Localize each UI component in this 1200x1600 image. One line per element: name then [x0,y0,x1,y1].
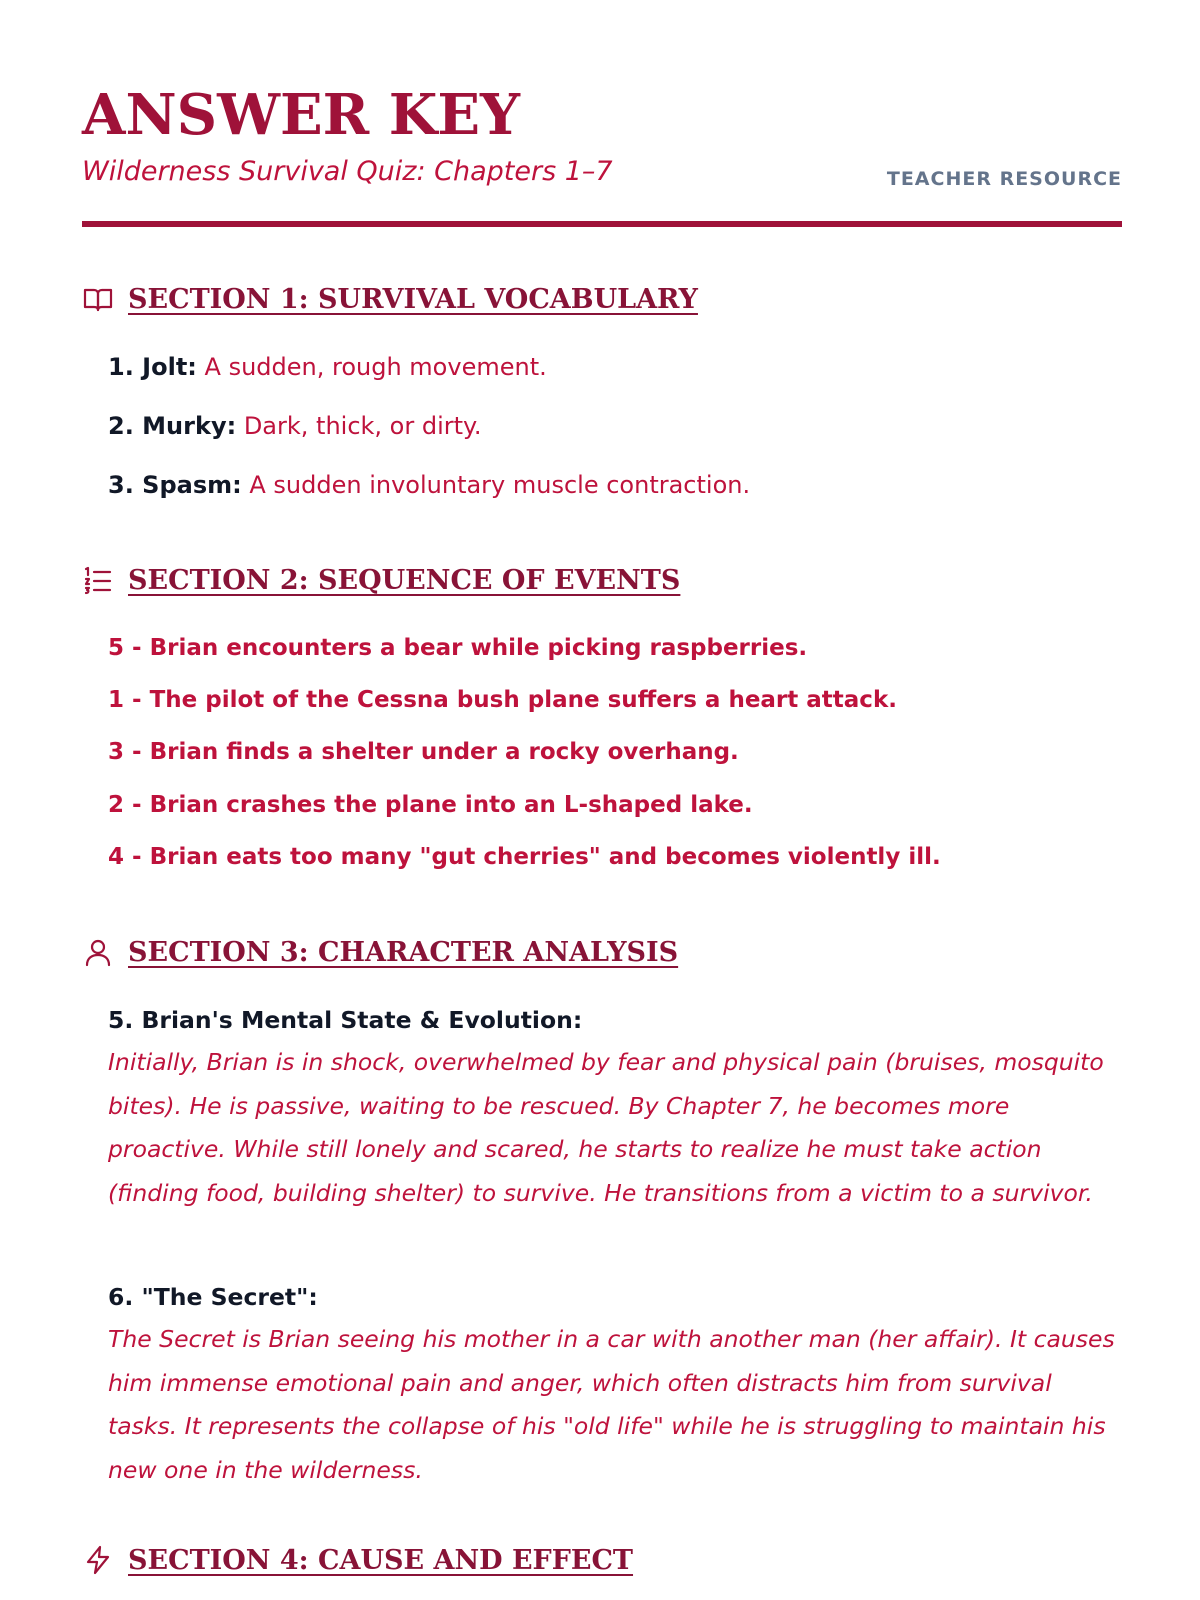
teacher-resource-tag: TEACHER RESOURCE [886,168,1122,190]
vocab-definition: A sudden, rough movement. [204,353,547,381]
vocab-definition: A sudden involuntary muscle contraction. [249,471,751,499]
section-4-title: SECTION 4: CAUSE AND EFFECT [128,1544,634,1576]
sequence-item: 5 - Brian encounters a bear while picking raspberries. [108,635,808,661]
page-subtitle: Wilderness Survival Quiz: Chapters 1–7 [82,156,613,187]
section-3-title: SECTION 3: CHARACTER ANALYSIS [128,936,679,968]
vocab-item [108,408,481,444]
section-4-heading [82,1540,633,1580]
question-answer: The Secret is Brian seeing his mother in a car with another man (her affair). It causes him immense emotional pain and anger, which often distracts him from survival tasks. It represents the collapse of his "old life" while he is struggling to maintain his new one in the wilderness. [108,1325,1115,1484]
section-3-heading [82,932,678,972]
analysis-question [108,1003,1118,1215]
section-2-title: SECTION 2: SEQUENCE OF EVENTS [128,564,681,596]
vocab-term: 2. Murky: [108,412,237,440]
section-1-title: SECTION 1: SURVIVAL VOCABULARY [128,283,698,315]
sequence-item: 4 - Brian eats too many "gut cherries" and becomes violently ill. [108,844,941,870]
sequence-item: 2 - Brian crashes the plane into an L-shaped lake. [108,792,753,818]
page-title: ANSWER KEY [82,82,521,148]
sequence-item: 1 - The pilot of the Cessna bush plane suffers a heart attack. [108,687,897,713]
vocab-term: 3. Spasm: [108,471,242,499]
section-1-heading [82,279,698,319]
question-label: 5. Brian's Mental State & Evolution: [108,1006,583,1034]
book-open-icon [82,283,114,315]
sequence-item: 3 - Brian finds a shelter under a rocky overhang. [108,739,739,765]
question-answer: Initially, Brian is in shock, overwhelmed by fear and physical pain (bruises, mosquito bites). He is passive, waiting to be rescued. By Chapter 7, he becomes more proactive. While still lonely and scared, he starts to realize he must take action (finding food, building shelter) to survive. He transitions from a victim to a survivor. [108,1048,1104,1207]
list-ordered-icon [82,564,114,596]
vocab-item [108,467,750,503]
header-divider [82,221,1122,227]
vocab-definition: Dark, thick, or dirty. [243,412,482,440]
vocab-term: 1. Jolt: [108,353,197,381]
lightning-icon [82,1544,114,1576]
question-label: 6. "The Secret": [108,1283,318,1311]
user-icon [82,936,114,968]
section-2-heading [82,560,680,600]
vocab-item [108,349,547,385]
analysis-question [108,1280,1118,1492]
